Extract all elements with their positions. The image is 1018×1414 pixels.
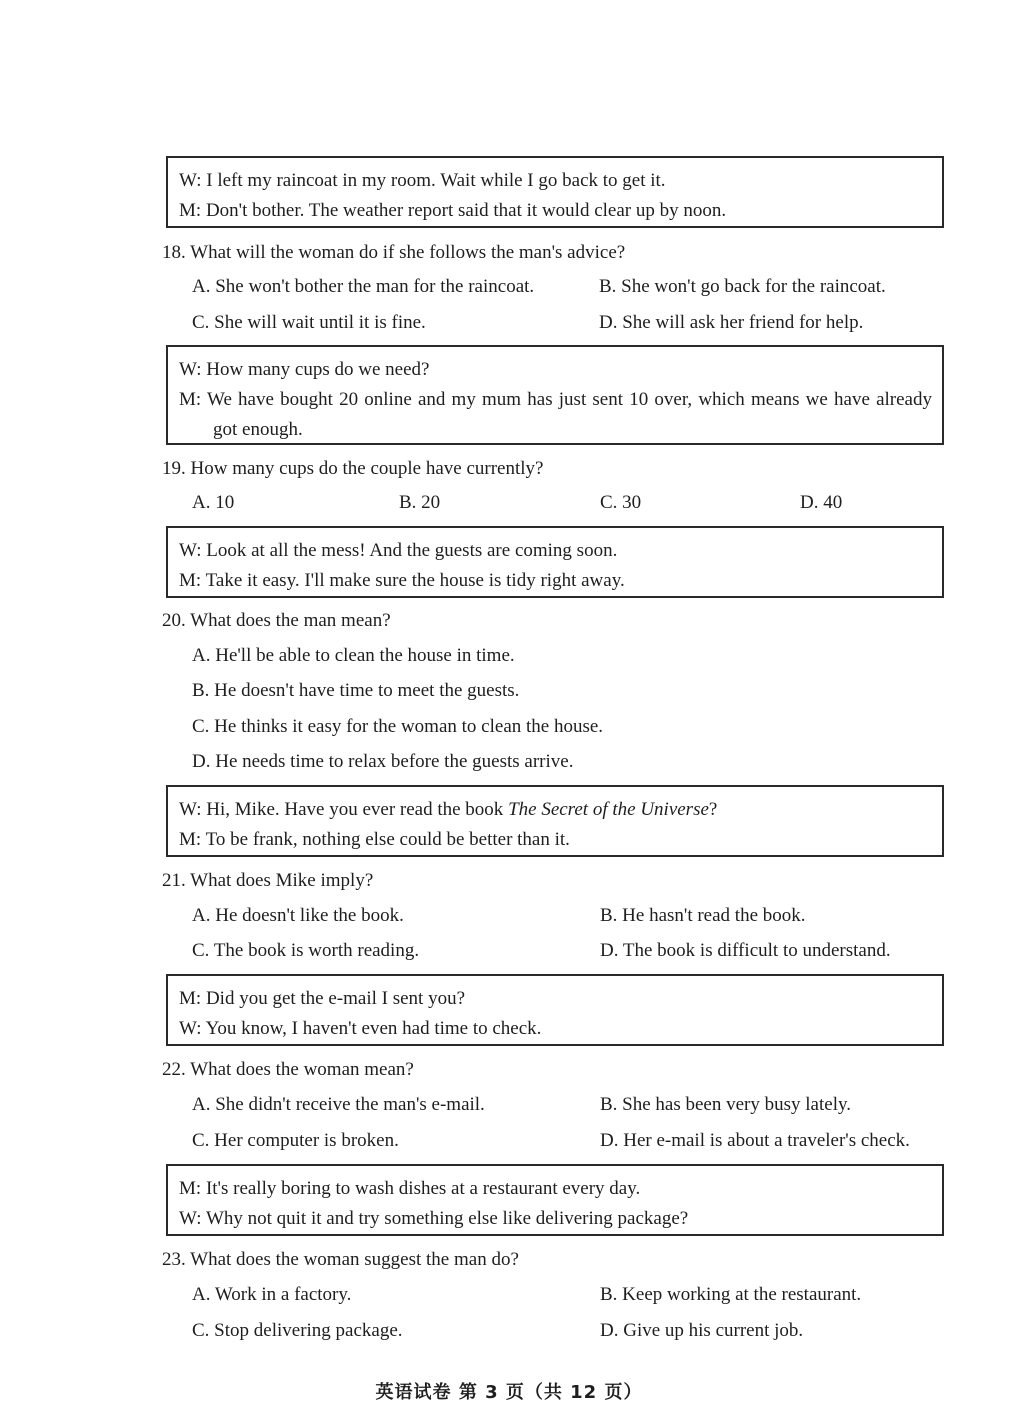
book-title: The Secret of the Universe xyxy=(508,799,709,820)
dialogue-text: Did you get the e-mail I sent you? xyxy=(205,988,466,1009)
dialogue-line xyxy=(179,825,932,855)
option-18-d: D. She will ask her friend for help. xyxy=(599,312,864,333)
dialogue-line xyxy=(179,1204,932,1234)
option-21-b: B. He hasn't read the book. xyxy=(600,905,806,926)
dialogue-text: Look at all the mess! And the guests are coming soon. xyxy=(206,540,618,561)
option-19-a: A. 10 xyxy=(192,492,235,513)
dialogue-text: Why not quit it and try something else like delivering package? xyxy=(205,1208,689,1229)
question-18: 18. What will the woman do if she follows the man's advice? xyxy=(162,242,626,263)
speaker-label: W: xyxy=(179,799,202,820)
speaker-label: W: xyxy=(179,359,202,380)
option-21-a: A. He doesn't like the book. xyxy=(192,905,404,926)
dialogue-line xyxy=(179,196,932,226)
speaker-label: M: xyxy=(179,829,202,850)
dialogue-text: Take it easy. I'll make sure the house is tidy right away. xyxy=(205,570,625,591)
option-18-b: B. She won't go back for the raincoat. xyxy=(599,276,886,297)
dialogue-text: It's really boring to wash dishes at a restaurant every day. xyxy=(205,1178,641,1199)
dialogue-text: To be frank, nothing else could be better than it. xyxy=(205,829,570,850)
option-18-c: C. She will wait until it is fine. xyxy=(192,312,426,333)
dialogue-box-19 xyxy=(166,345,944,445)
dialogue-text: How many cups do we need? xyxy=(206,359,430,380)
dialogue-box-20 xyxy=(166,526,944,598)
option-20-d: D. He needs time to relax before the guests arrive. xyxy=(192,751,574,772)
speaker-label: M: xyxy=(179,570,202,591)
speaker-label: M: xyxy=(179,1178,202,1199)
dialogue-text: Don't bother. The weather report said that it would clear up by noon. xyxy=(205,200,727,221)
dialogue-line xyxy=(179,1174,932,1204)
dialogue-line xyxy=(179,984,932,1014)
speaker-label: W: xyxy=(179,1208,202,1229)
dialogue-text: I left my raincoat in my room. Wait while I go back to get it. xyxy=(206,170,666,191)
option-20-c: C. He thinks it easy for the woman to clean the house. xyxy=(192,716,604,737)
option-23-d: D. Give up his current job. xyxy=(600,1320,804,1341)
option-23-b: B. Keep working at the restaurant. xyxy=(600,1284,862,1305)
speaker-label: W: xyxy=(179,540,202,561)
option-22-a: A. She didn't receive the man's e-mail. xyxy=(192,1094,485,1115)
question-23: 23. What does the woman suggest the man do? xyxy=(162,1249,519,1270)
dialogue-text: We have bought 20 online and my mum has just sent 10 over, which means we have already got enough. xyxy=(207,389,932,440)
question-19: 19. How many cups do the couple have currently? xyxy=(162,458,544,479)
speaker-label: W: xyxy=(179,170,202,191)
speaker-label: W: xyxy=(179,1018,202,1039)
option-21-c: C. The book is worth reading. xyxy=(192,940,420,961)
dialogue-line xyxy=(179,536,932,566)
option-19-c: C. 30 xyxy=(600,492,642,513)
option-20-b: B. He doesn't have time to meet the guests. xyxy=(192,680,520,701)
page-footer: 英语试卷 第 3 页（共 12 页） xyxy=(375,1382,643,1403)
speaker-label: M: xyxy=(179,200,202,221)
dialogue-box-22 xyxy=(166,974,944,1046)
speaker-label: M: xyxy=(179,389,202,410)
option-22-d: D. Her e-mail is about a traveler's check. xyxy=(600,1130,910,1151)
dialogue-line xyxy=(179,795,932,825)
speaker-label: M: xyxy=(179,988,202,1009)
dialogue-text: ? xyxy=(708,799,718,820)
dialogue-line xyxy=(179,166,932,196)
dialogue-box-23 xyxy=(166,1164,944,1236)
option-23-a: A. Work in a factory. xyxy=(192,1284,352,1305)
dialogue-text: You know, I haven't even had time to check. xyxy=(205,1018,542,1039)
option-19-d: D. 40 xyxy=(800,492,843,513)
option-19-b: B. 20 xyxy=(399,492,441,513)
option-23-c: C. Stop delivering package. xyxy=(192,1320,403,1341)
dialogue-line xyxy=(179,1014,932,1044)
option-22-c: C. Her computer is broken. xyxy=(192,1130,399,1151)
question-21: 21. What does Mike imply? xyxy=(162,870,374,891)
option-20-a: A. He'll be able to clean the house in time. xyxy=(192,645,515,666)
option-18-a: A. She won't bother the man for the raincoat. xyxy=(192,276,535,297)
dialogue-line xyxy=(179,566,932,596)
dialogue-line xyxy=(179,355,932,385)
dialogue-box-18 xyxy=(166,156,944,228)
dialogue-line xyxy=(179,385,932,445)
option-21-d: D. The book is difficult to understand. xyxy=(600,940,891,961)
dialogue-text: Hi, Mike. Have you ever read the book xyxy=(206,799,509,820)
question-20: 20. What does the man mean? xyxy=(162,610,391,631)
dialogue-box-21 xyxy=(166,785,944,857)
question-22: 22. What does the woman mean? xyxy=(162,1059,414,1080)
option-22-b: B. She has been very busy lately. xyxy=(600,1094,851,1115)
